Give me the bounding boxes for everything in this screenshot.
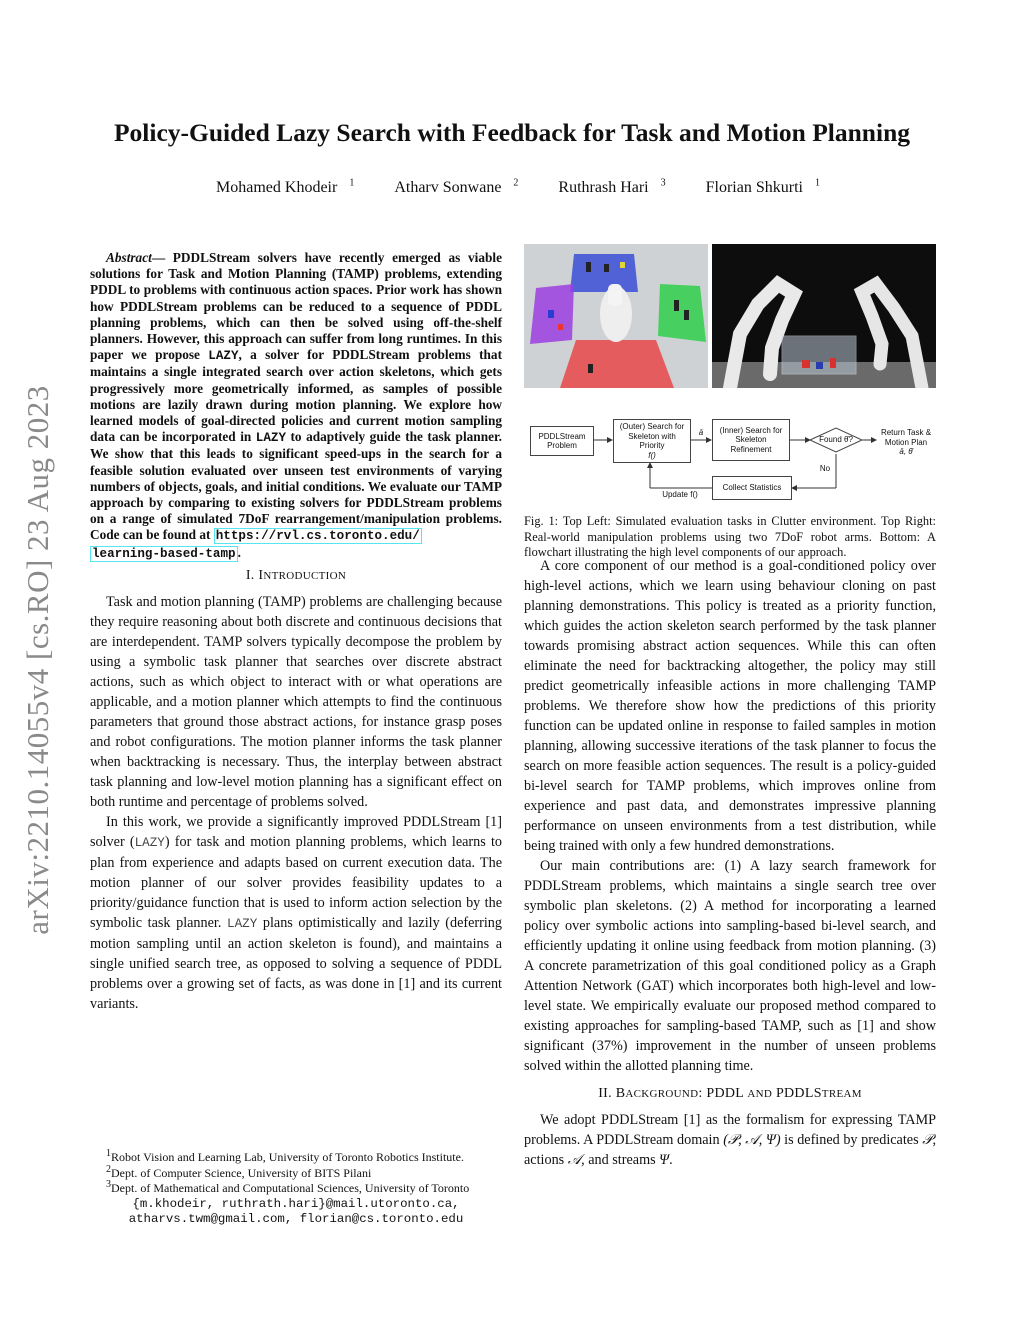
author-emails: {m.khodeir, ruthrath.hari}@mail.utoronto.ca, [132, 1196, 460, 1211]
flowchart-outer-search-box: (Outer) Search for Skeleton with Priority f() [613, 419, 691, 463]
paragraph: Our main contributions are: (1) A lazy search framework for PDDLStream problems, which maintains a single search tree over symbolic plan skeletons. (2) A method for incorporating a learned policy over symbolic actions into sampling-based bi-level search, and efficiently updating it online using feedback from motion planning. (3) A concrete parametrization of this goal conditioned policy as a Graph Attention Network (GAT) which incorporates both high-level and low-level state. We empirically evaluate our proposed method compared to existing approaches for sampling-based TAMP, such as [1] and show significant (37%) improvement in the number of unseen problems solved within the allotted planning time. [524, 858, 936, 1074]
flowchart-output: Return Task & Motion Plan ā, θ̄ [880, 428, 932, 456]
flowchart-statistics-box: Collect Statistics [712, 476, 792, 500]
flowchart-label: Update f() [662, 490, 698, 499]
paragraph: We adopt PDDLStream [1] as the formalism for expressing TAMP problems. A PDDLStream domain (𝒫, 𝒜, Ψ) is defined by predicates 𝒫, actions 𝒜, and streams Ψ. [524, 1112, 936, 1168]
simulation-image [524, 244, 708, 388]
real-robot-image [712, 244, 936, 388]
author: Ruthrash Hari $^3$ [558, 177, 666, 196]
code-link[interactable]: https://rvl.cs.toronto.edu/ [215, 529, 420, 544]
paragraph: A core component of our method is a goal-conditioned policy over high-level actions, which we learn using behaviour cloning on past planning demonstrations. This policy is treated as a priority function, which guides the action skeleton search performed by the task planner towards promising abstract action sequences. While this can often eliminate the need for backtracking altogether, the policy may still predict geometrically infeasible actions in more challenging TAMP problems. We therefore show how the predictions of this priority function can be updated online in response to failed samples in motion planning, allowing successive iterations of the task planner to focus the search on more feasible action sequences. The result is a policy-guided bi-level search for TAMP problems, which improves online from experience and past data, and demonstrates impressive planning performance on unseen environments from a test distribution, while being trained with only a few hundred demonstrations. [524, 558, 936, 854]
flowchart-problem-box: PDDLStream Problem [530, 426, 594, 456]
author: Mohamed Khodeir $^1$ [216, 177, 355, 196]
right-column [524, 556, 936, 1170]
footnote: $^3$Dept. of Mathematical and Computational Sciences, University of Toronto [106, 1179, 470, 1195]
flowchart [524, 414, 938, 506]
code-link[interactable]: learning-based-tamp [92, 546, 236, 561]
simulation-illustration [524, 244, 708, 388]
flowchart-decision: Found θ̄? [819, 435, 853, 444]
flowchart-label: ā [698, 428, 704, 437]
flowchart-inner-search-box: (Inner) Search for Skeleton Refinement [712, 419, 790, 461]
paper-title: Policy-Guided Lazy Search with Feedback for Task and Motion Planning [113, 118, 911, 147]
footnote: $^2$Dept. of Computer Science, University of BITS Pilani [106, 1163, 372, 1180]
figure-caption: Fig. 1: Top Left: Simulated evaluation tasks in Clutter environment. Top Right: Real-world manipulation problems using two 7DoF robot arms. Bottom: A flowchart illustrating the high level components of our approach. [524, 514, 936, 560]
footnotes [90, 1150, 502, 1228]
footnote: $^1$Robot Vision and Learning Lab, University of Toronto Robotics Institute. [106, 1148, 464, 1164]
abstract: Abstract— PDDLStream solvers have recently emerged as viable solutions for Task and Motion Planning (TAMP) problems, extending PDDL to problems with continuous action spaces. Prior work has shown how PDDLStream problems can be reduced to a sequence of PDDL planning problems, which can then be solved using off-the-shelf planners. However, this approach can suffer from long runtimes. In this paper we propose LAZY, a solver for PDDLStream problems that maintains a single integrated search over action skeletons, which gets progressively more geometrically informed, as samples of possible motions are lazily drawn during motion planning. We explore how learned models of goal-directed policies and current motion sampling data can be incorporated in LAZY to adaptively guide the task planner. We show that this leads to significant speed-ups in the search for a feasible solution evaluated over unseen test environments of varying numbers of objects, goals, and initial conditions. We evaluate our TAMP approach by comparing to existing solvers for PDDLStream problems on a range of simulated 7DoF rearrangement/manipulation problems. Code can be found at https://rvl.cs.toronto.edu/ learning-based-tamp . [90, 250, 502, 561]
author: Florian Shkurti $^1$ [705, 177, 820, 196]
robot-arms-illustration [712, 244, 936, 388]
author-emails: atharvs.twm@gmail.com, florian@cs.toronto.edu [128, 1212, 464, 1226]
author-list [0, 179, 1024, 197]
left-column [90, 250, 502, 1014]
paragraph: Task and motion planning (TAMP) problems are challenging because they require reasoning about both discrete and continuous decisions that are interdependent. TAMP solvers typically decompose the problem by using a symbolic task planner that searches over discrete abstract actions, such as which object to interact with or what operations are applicable, and a motion planner which attempts to find the continuous parameters that ground those abstract actions, for instance grasp poses and robot configurations. The motion planner informs the task planner when backtracking is necessary. Thus, the interplay between abstract task planning and low-level motion planning has a significant effect on both runtime and percentage of problems solved. [90, 593, 502, 810]
arxiv-identifier: arXiv:2210.14055v4 [cs.RO] 23 Aug 2023 [20, 385, 55, 935]
paragraph: In this work, we provide a significantly improved PDDLStream [1] solver (LAZY) for task and motion planning problems, which learns to plan from experience and adapts based on current execution data. The motion planner of our solver provides feasibility updates to a priority/guidance function that is used to inform action selection by the symbolic task planner. LAZY plans optimistically and lazily (deferring motion sampling until an action skeleton is found), and maintains a single unified search tree, as opposed to solving a sequence of PDDL problems over a growing set of facts, as was done in [1] and its current variants. [90, 813, 502, 1012]
section-heading: I. INTRODUCTION [245, 567, 347, 583]
section-heading: II. BACKGROUND: PDDL AND PDDLSTREAM [598, 1086, 862, 1101]
flowchart-label: No [819, 464, 831, 473]
author: Atharv Sonwane $^2$ [394, 177, 519, 196]
